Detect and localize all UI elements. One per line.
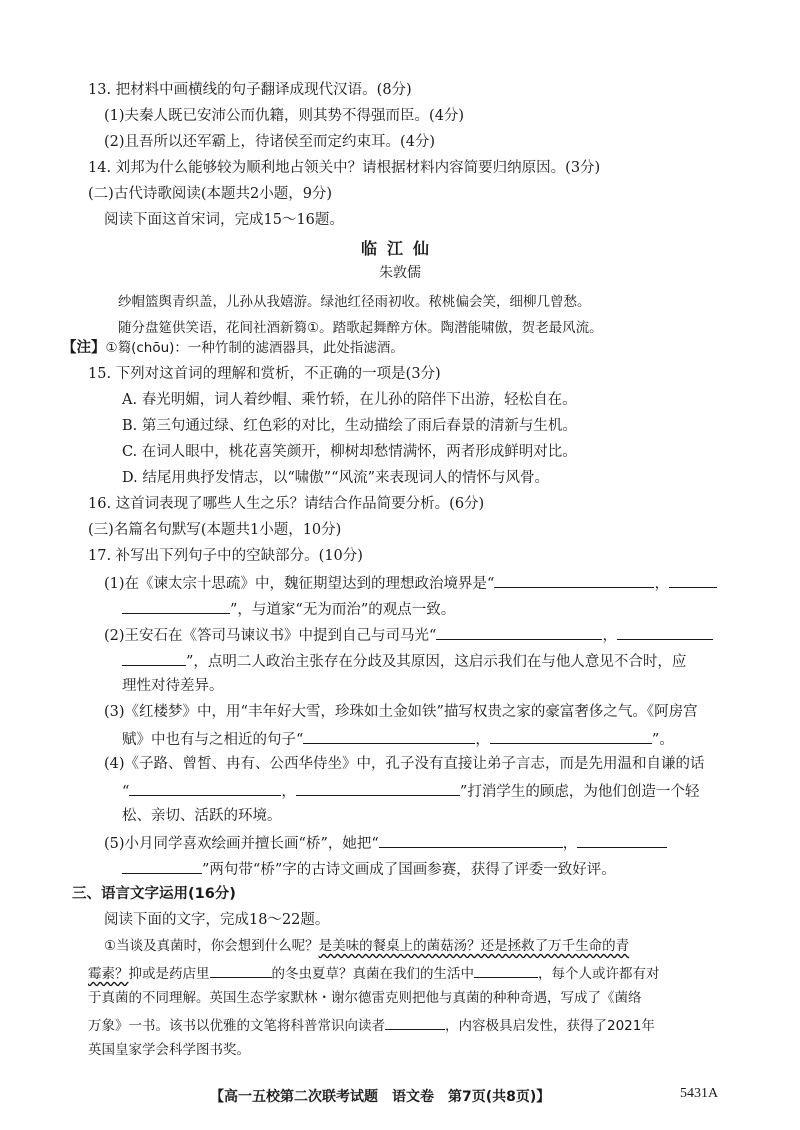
option-b: B. 第三句通过绿、红色彩的对比，生动描绘了雨后春景的清新与生机。 (122, 418, 577, 434)
passage-text: ，每个人或许都有对 (538, 966, 660, 982)
option-c: C. 在词人眼中，桃花喜笑颜开，柳树却愁情满怀，两者形成鲜明对比。 (122, 444, 577, 460)
q17-item-5-text-a: (5)小月同学喜欢绘画并擅长画“桥”，她把“ (104, 836, 379, 852)
q17-item-1-text-a: (1)在《谏太宗十思疏》中，魏征期望达到的理想政治境界是“ (104, 576, 495, 592)
q17-item-1-line-1: (1)在《谏太宗十思疏》中，魏征期望达到的理想政治境界是“ ， (104, 572, 717, 594)
answer-blank[interactable] (122, 598, 230, 614)
answer-blank[interactable] (303, 728, 475, 744)
q17-item-4-line-1: (4)《子路、曾皙、冉有、公西华侍坐》中，孔子没有直接让弟子言志，而是先用温和自谦的话 (104, 756, 705, 772)
question-14-title: 14. 刘邦为什么能够较为顺利地占领关中？请根据材料内容简要归纳原因。(3分) (88, 160, 601, 176)
answer-blank[interactable] (669, 572, 717, 588)
answer-blank[interactable] (436, 624, 602, 640)
passage-text: 万象》一书。该书以优雅的文笔将科普常识向读者 (88, 1018, 385, 1034)
q17-item-2-line-2 (122, 650, 686, 672)
q17-item-5-text-b: ”两句带“桥”字的古诗文画成了国画参赛，获得了评委一致好评。 (202, 862, 616, 878)
wavy-underlined-text: 霉素？ (88, 966, 129, 982)
passage-text: ，内容极具启发性，获得了2021年 (445, 1018, 655, 1034)
q17-item-5-line-1: (5)小月同学喜欢绘画并擅长画“桥”，她把“ ， (104, 832, 667, 854)
q17-item-4-line-3: 松、亲切、活跃的环境。 (122, 808, 282, 824)
q17-item-3-text-b: 赋》中也有与之相近的句子“ (122, 732, 304, 748)
q17-item-3-text-c: ”。 (651, 732, 674, 748)
question-13-sub-2: (2)且吾所以还军霸上，待诸侯至而定约束耳。(4分) (104, 134, 436, 150)
passage-text: 的冬虫夏草？真菌在我们的生活中 (271, 966, 474, 982)
note-tag: 【注】 (62, 339, 106, 356)
footer-code: 5431A (680, 1086, 719, 1101)
q17-item-2-text-a: (2)王安石在《答司马谏议书》中提到自己与司马光“ (104, 628, 437, 644)
answer-blank[interactable] (494, 572, 654, 588)
q17-item-3-line-2: 赋》中也有与之相近的句子“ ， ”。 (122, 728, 674, 750)
option-d: D. 结尾用典抒发情志，以“啸傲”“风流”来表现词人的情怀与风骨。 (122, 470, 549, 486)
poem-author: 朱敦儒 (379, 265, 421, 281)
section-3-instruction: 阅读下面的文字，完成18～22题。 (104, 912, 330, 928)
q17-item-2-line-1: (2)王安石在《答司马谏议书》中提到自己与司马光“ ， (104, 624, 713, 646)
poem-line-2: 随分盘筵供笑语，花间社酒新篘①。踏歌起舞醉方休。陶潜能啸傲，贺老最风流。 (118, 320, 603, 336)
answer-blank[interactable] (210, 962, 272, 978)
option-a: A. 春光明媚，词人着纱帽、乘竹轿，在儿孙的陪伴下出游，轻松自在。 (122, 392, 577, 408)
wavy-underlined-text: 是美味的餐桌上的菌菇汤？还是拯救了万千生命的青 (318, 938, 630, 954)
answer-blank[interactable] (129, 780, 281, 796)
question-15-title: 15. 下列对这首词的理解和赏析，不正确的一项是(3分) (88, 366, 441, 382)
question-16-title: 16. 这首词表现了哪些人生之乐？请结合作品简要分析。(6分) (88, 496, 485, 512)
q17-item-2-line-3: 理性对待差异。 (122, 678, 224, 694)
answer-blank[interactable] (122, 650, 186, 666)
passage-line-4 (88, 1014, 655, 1036)
footer-title: 【高一五校第二次联考试题 语文卷 第7页(共8页)】 (210, 1089, 551, 1105)
poem-note (62, 338, 404, 358)
q17-item-3-line-1: (3)《红楼梦》中，用“丰年好大雪，珍珠如土金如铁”描写权贵之家的豪富奢侈之气。《阿房宫 (104, 704, 698, 720)
question-17-title: 17. 补写出下列句子中的空缺部分。(10分) (88, 548, 363, 564)
answer-blank[interactable] (122, 858, 202, 874)
question-13-title: 13. 把材料中画横线的句子翻译成现代汉语。(8分) (88, 82, 412, 98)
q17-item-1-line-2 (122, 598, 455, 620)
section-3-title: 三、语言文字运用(16分) (72, 886, 236, 902)
q17-item-5-line-2 (122, 858, 616, 880)
passage-line-5: 英国皇家学会科学图书奖。 (88, 1042, 250, 1058)
answer-blank[interactable] (474, 962, 538, 978)
q17-item-4-line-2: “ ， ”打消学生的顾虑，为他们创造一个轻 (122, 780, 699, 802)
answer-blank[interactable] (617, 624, 713, 640)
q17-item-1-text-b: ”，与道家“无为而治”的观点一致。 (230, 602, 456, 618)
passage-line-1 (104, 936, 629, 956)
question-13-sub-1: (1)夫秦人既已安沛公而仇籍，则其势不得强而臣。(4分) (104, 108, 465, 124)
part-3-title: (三)名篇名句默写(本题共1小题，10分) (88, 522, 342, 538)
passage-text: 抑或是药店里 (128, 966, 210, 982)
note-text: ①篘(chōu)：一种竹制的滤酒器具，此处指滤酒。 (105, 340, 404, 356)
answer-blank[interactable] (385, 1014, 445, 1030)
passage-line-3: 于真菌的不同理解。英国生态学家默林・谢尔德雷克则把他与真菌的种种奇遇，写成了《菌络 (88, 990, 642, 1006)
passage-line-2 (88, 962, 660, 984)
answer-blank[interactable] (490, 728, 652, 744)
poem-title: 临江仙 (360, 239, 439, 258)
q17-item-2-text-b: ”，点明二人政治主张存在分歧及其原因，这启示我们在与他人意见不合时，应 (186, 654, 687, 670)
passage-text: ①当谈及真菌时，你会想到什么呢？ (104, 938, 319, 954)
answer-blank[interactable] (577, 832, 667, 848)
q17-item-4-text-b: ”打消学生的顾虑，为他们创造一个轻 (459, 784, 700, 800)
part-2-instruction: 阅读下面这首宋词，完成15～16题。 (104, 212, 344, 228)
answer-blank[interactable] (379, 832, 563, 848)
poem-line-1: 纱帽篮舆青织盖，儿孙从我嬉游。绿池红径雨初收。秾桃偏会笑，细柳几曾愁。 (118, 294, 591, 310)
answer-blank[interactable] (296, 780, 460, 796)
part-2-title: (二)古代诗歌阅读(本题共2小题，9分) (88, 186, 333, 202)
